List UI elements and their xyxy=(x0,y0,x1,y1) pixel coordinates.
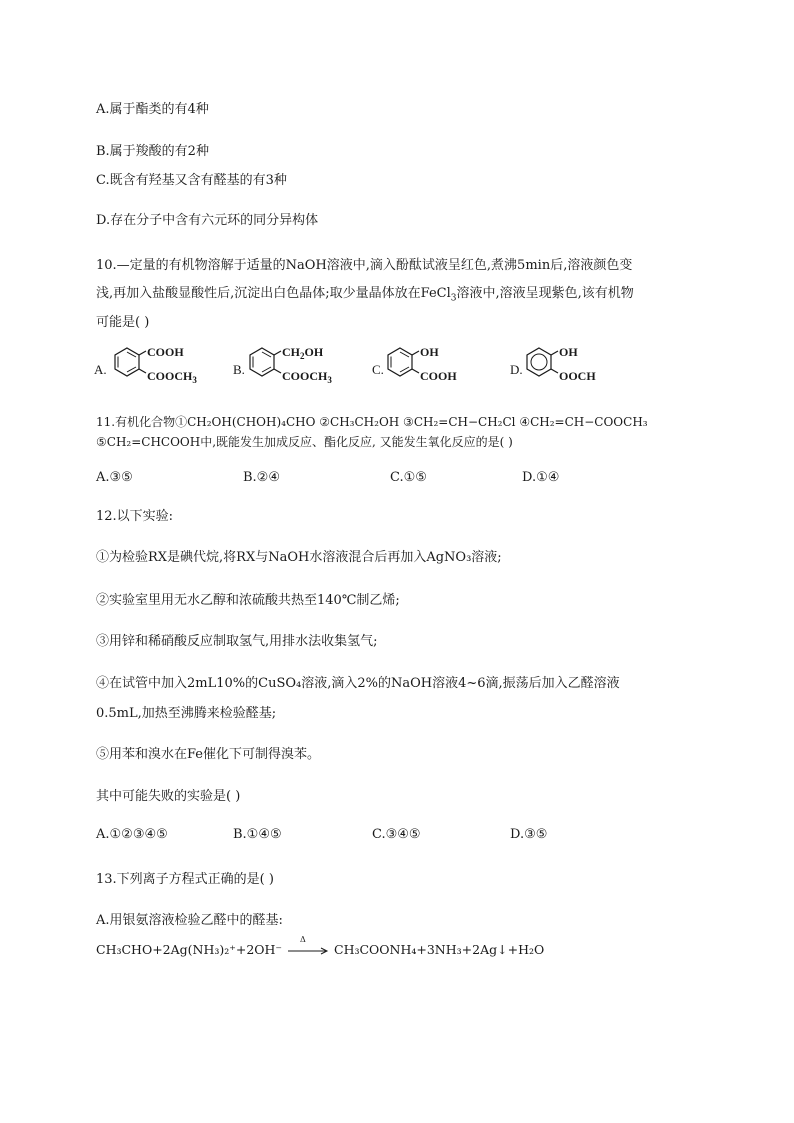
q10-option-d-bottom-group: OOCH xyxy=(559,369,596,383)
q13-equation-left: CH₃CHO+2Ag(NH₃)₂⁺+2OH⁻ xyxy=(96,942,283,957)
q12-item-4: ④在试管中加入2mL10%的CuSO₄溶液,滴入2%的NaOH溶液4~6滴,振荡后加入乙醛溶液 xyxy=(96,676,620,691)
q10-option-a-label: A. xyxy=(94,362,107,377)
q11-option-c: C.①⑤ xyxy=(390,470,427,485)
q10-option-a-structure xyxy=(94,344,224,392)
q10-option-c-structure xyxy=(372,344,492,392)
q11-stem-line2: ⑤CH₂=CHCOOH中,既能发生加成反应、酯化反应, 又能发生氧化反应的是( ) xyxy=(96,435,513,449)
q10-option-b-bottom-group: $COOCH_3$ xyxy=(282,369,332,385)
q12-question: 其中可能失败的实验是( ) xyxy=(96,789,241,804)
q10-option-d-label: D. xyxy=(510,362,523,377)
q12-item-2: ②实验室里用无水乙醇和浓硫酸共热至140℃制乙烯; xyxy=(96,593,400,608)
q9-option-c: C.既含有羟基又含有醛基的有3种 xyxy=(96,173,287,188)
q13-equation-right: CH₃COONH₄+3NH₃+2Ag↓+H₂O xyxy=(334,942,545,957)
q10-option-d-top-group: OH xyxy=(559,345,578,359)
q10-stem-line2: 浅,再加入盐酸显酸性后,沉淀出白色晶体;取少量晶体放在FeCl$_3$溶液中,溶液呈现紫色,该有机物 xyxy=(96,286,634,304)
q12-item-5: ⑤用苯和溴水在Fe催化下可制得溴苯。 xyxy=(96,747,321,762)
q9-option-a: A.属于酯类的有4种 xyxy=(96,102,209,117)
q10-stem-line3: 可能是( ) xyxy=(96,315,150,330)
q10-option-d-structure xyxy=(510,344,630,392)
q11-stem-line1: 11.有机化合物①CH₂OH(CHOH)₄CHO ②CH₃CH₂OH ③CH₂=CH−CH₂Cl ④CH₂=CH−COOCH₃ xyxy=(96,415,648,429)
q10-option-b-structure xyxy=(233,344,363,392)
q11-option-d: D.①④ xyxy=(522,470,560,485)
heat-condition: Δ xyxy=(300,934,306,944)
q12-item-1: ①为检验RX是碘代烷,将RX与NaOH水溶液混合后再加入AgNO₃溶液; xyxy=(96,550,502,565)
q11-option-b: B.②④ xyxy=(243,470,280,485)
q10-option-a-top-group: COOH xyxy=(147,345,184,359)
q13-option-a: A.用银氨溶液检验乙醛中的醛基: xyxy=(96,913,283,928)
q13-equation xyxy=(96,934,545,957)
q12-option-d: D.③⑤ xyxy=(510,827,548,842)
q10-option-b-top-group: $CH_2OH$ xyxy=(282,345,324,361)
q10-option-c-bottom-group: COOH xyxy=(420,369,457,383)
q10-option-c-top-group: OH xyxy=(420,345,439,359)
q12-title: 12.以下实验: xyxy=(96,509,174,524)
q13-title: 13.下列离子方程式正确的是( ) xyxy=(96,872,274,887)
q12-item-3: ③用锌和稀硝酸反应制取氢气,用排水法收集氢气; xyxy=(96,634,378,649)
q12-option-b: B.①④⑤ xyxy=(233,827,282,842)
q10-option-b-label: B. xyxy=(233,362,245,377)
q9-option-d: D.存在分子中含有六元环的同分异构体 xyxy=(96,213,319,228)
q10-option-c-label: C. xyxy=(372,362,384,377)
q11-option-a: A.③⑤ xyxy=(96,470,133,485)
q9-option-b: B.属于羧酸的有2种 xyxy=(96,144,209,159)
q12-item-4-cont: 0.5mL,加热至沸腾来检验醛基; xyxy=(96,706,277,721)
q12-option-c: C.③④⑤ xyxy=(372,827,421,842)
q12-option-a: A.①②③④⑤ xyxy=(96,827,168,842)
reaction-arrow-icon xyxy=(286,934,330,957)
q10-option-a-bottom-group: $COOCH_3$ xyxy=(147,369,197,385)
q10-stem-line1: 10.—定量的有机物溶解于适量的NaOH溶液中,滴入酚酞试液呈红色,煮沸5min后,溶液颜色变 xyxy=(96,258,633,273)
